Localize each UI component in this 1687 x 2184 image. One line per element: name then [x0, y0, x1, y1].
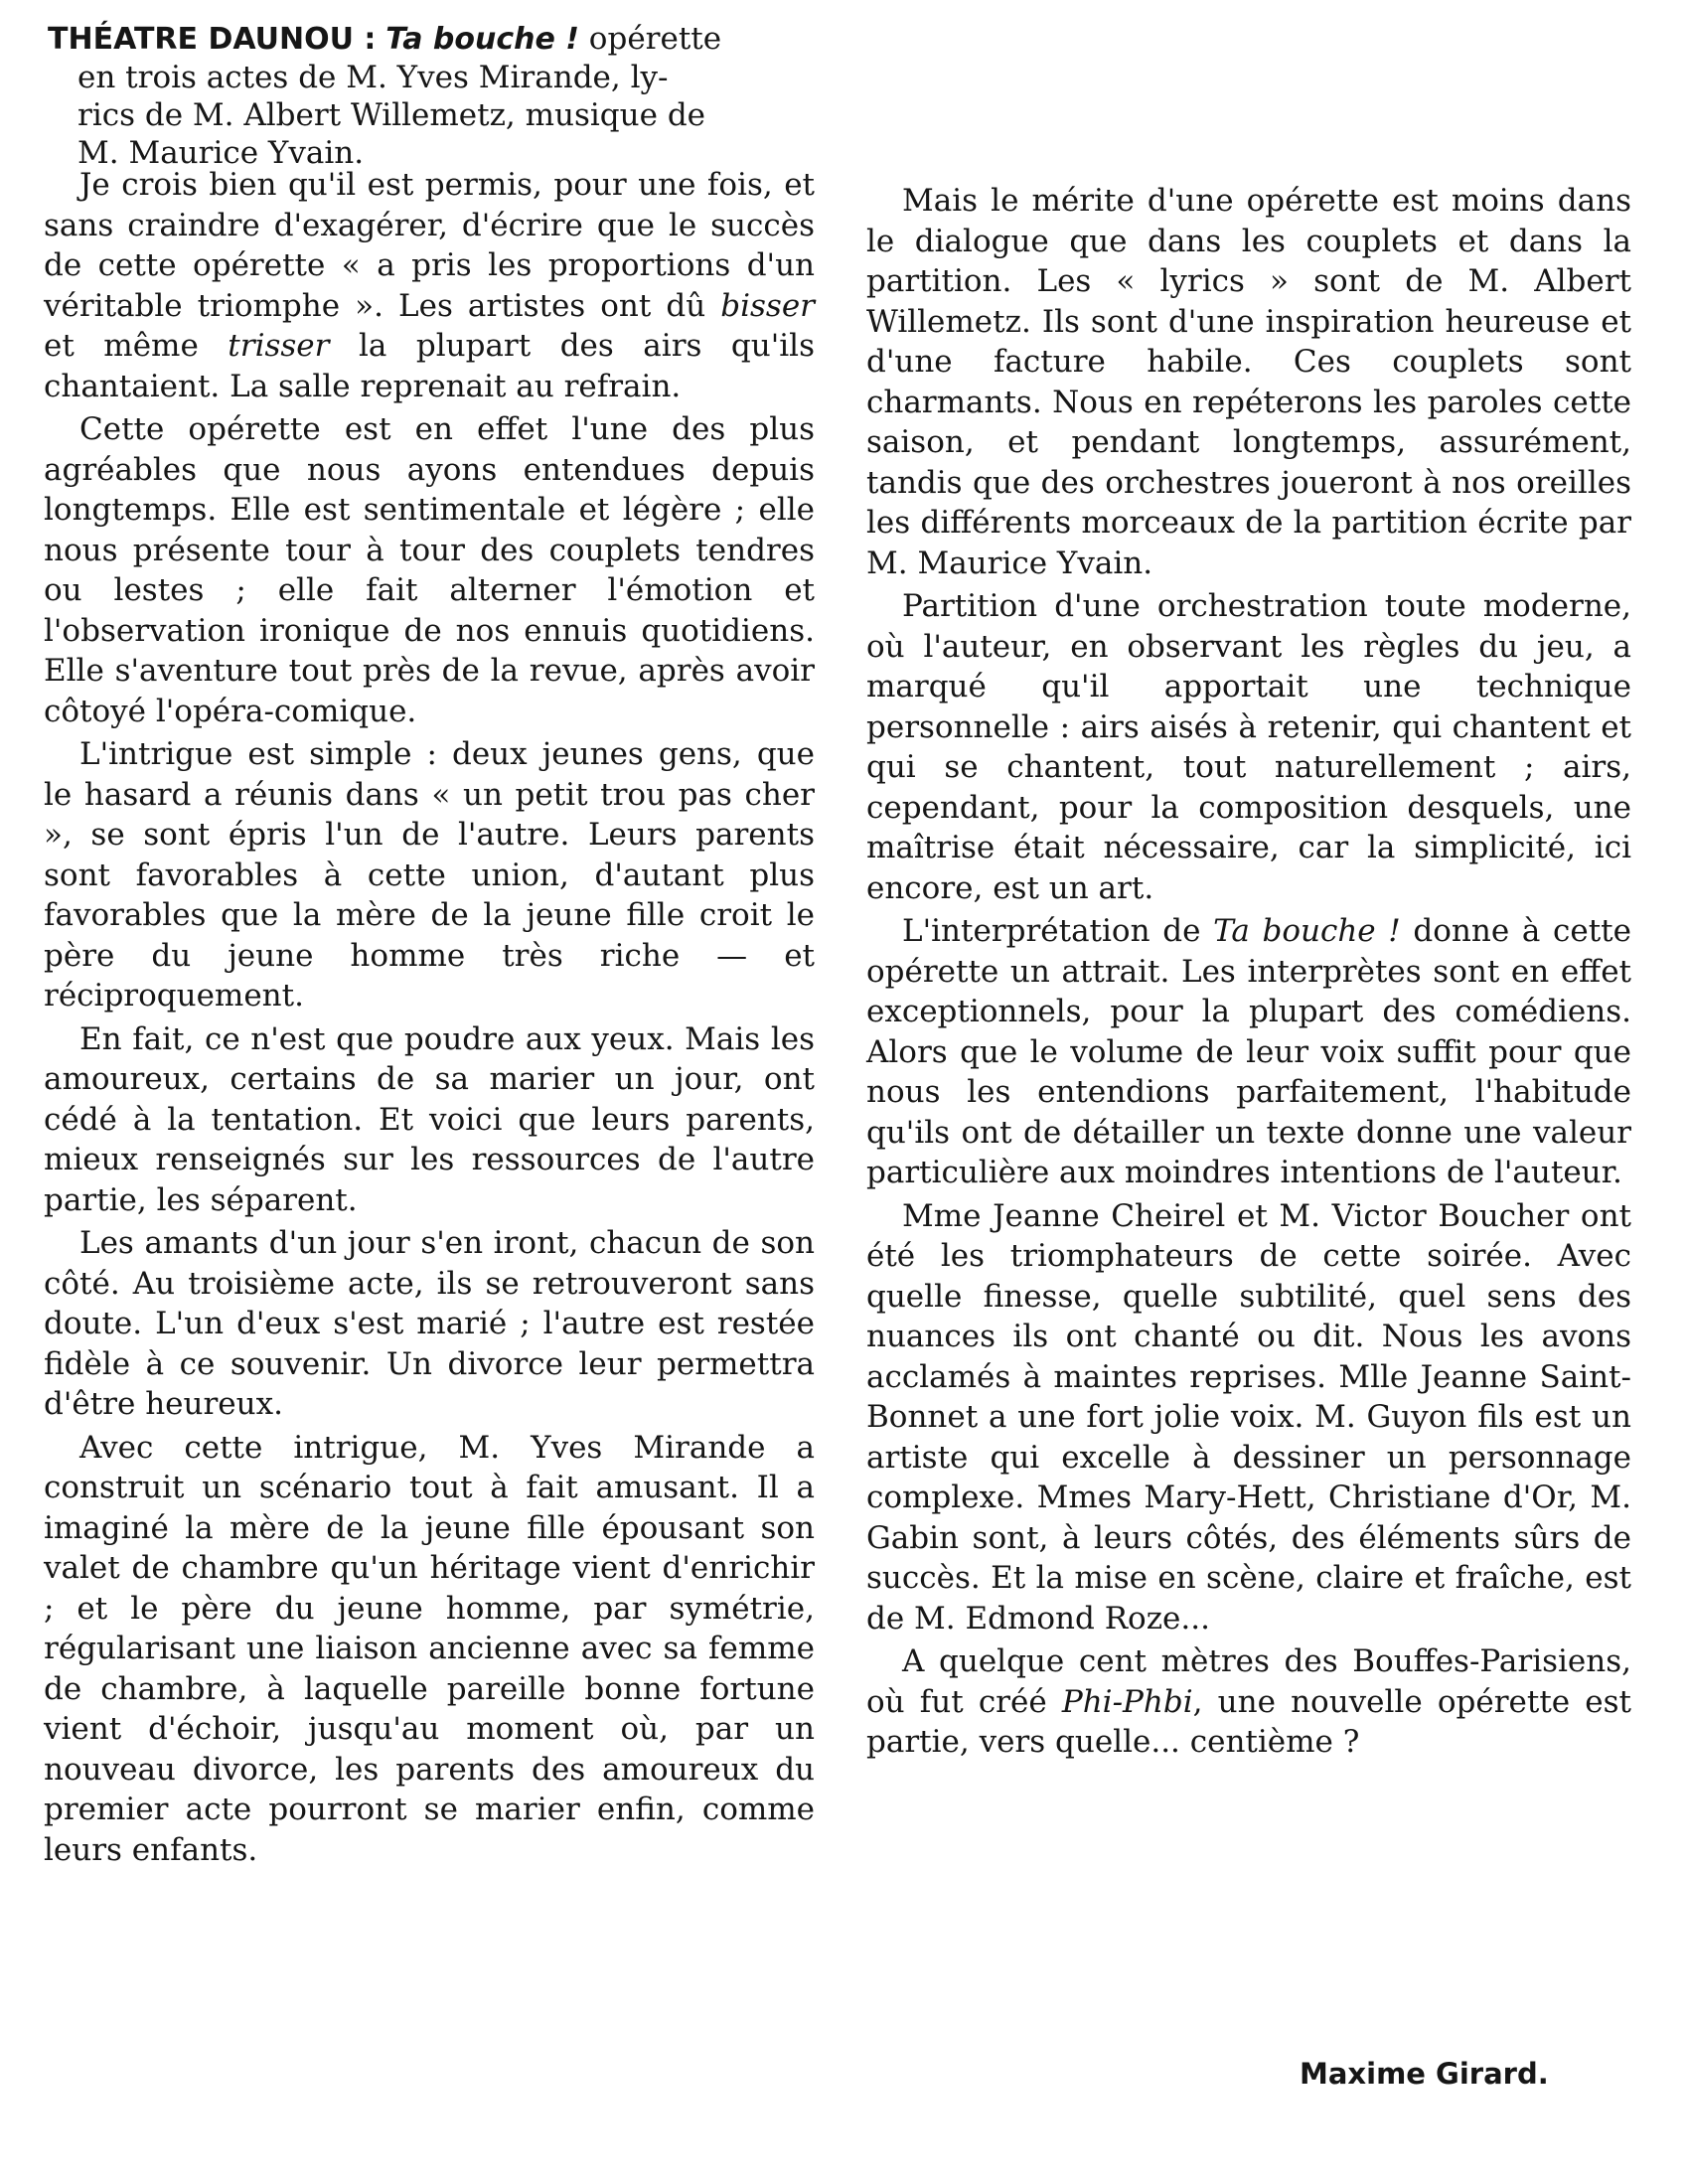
left-paragraph-6: Avec cette intrigue, M. Yves Mirande a construit un scénario tout à fait amusant. Il a imaginé la mère de la jeune fille épousant son valet de chambre qu'un héritage vient d'enrichir ; et le père du jeune homme, par symétrie, régularisant une liaison ancienne avec sa femme de chambre, à laquelle pareille bonne fortune vient d'échoir, jusqu'au moment où, par un nouveau divorce, les parents des amoureux du premier acte pourront se marier enfin, comme leurs enfants. — [44, 1429, 815, 1868]
header-line-1-rest: opérette — [578, 21, 722, 57]
right-paragraph-5: A quelque cent mètres des Bouffes-Parisiens, où fut créé Phi-Phbi, une nouvelle opérette est partie, vers quelle... centième ? — [866, 1643, 1631, 1760]
right-paragraph-1: Mais le mérite d'une opérette est moins dans le dialogue que dans les couplets et dans la partition. Les « lyrics » sont de M. Albert Willemetz. Ils sont d'une inspiration heureuse et d'une facture habile. Ces couplets sont charmants. Nous en repéterons les paroles cette saison, et pendant longtemps, assurément, tandis que des orchestres joueront à nos oreilles les différents morceaux de la partition écrite par M. Maurice Yvain. — [866, 183, 1631, 581]
right-paragraph-4: Mme Jeanne Cheirel et M. Victor Boucher ont été les triomphateurs de cette soirée. Avec quelle finesse, quelle subtilité, quel sens des nuances ils ont chanté ou dit. Nous les avons acclamés à maintes reprises. Mlle Jeanne Saint-Bonnet a une fort jolie voix. M. Guyon fils est un artiste qui excelle à dessiner un personnage complexe. Mmes Mary-Hett, Christiane d'Or, M. Gabin sont, à leurs côtés, des éléments sûrs de succès. Et la mise en scène, claire et fraîche, est de M. Edmond Roze... — [866, 1197, 1631, 1637]
left-paragraph-2: Cette opérette est en effet l'une des plus agréables que nous ayons entendues depuis longtemps. Elle est sentimentale et légère ; elle nous présente tour à tour des couplets tendres ou lestes ; elle fait alterner l'émotion et l'observation ironique de nos ennuis quotidiens. Elle s'aventure tout près de la revue, après avoir côtoyé l'opéra-comique. — [44, 411, 815, 729]
left-paragraph-4: En fait, ce n'est que poudre aux yeux. Mais les amoureux, certains de sa marier un jour, ont cédé à la tentation. Et voici que leurs parents, mieux renseignés sur les ressources de l'autre partie, les séparent. — [44, 1020, 815, 1218]
header-line-2: en trois actes de M. Yves Mirande, ly- — [77, 60, 669, 95]
left-column — [44, 165, 815, 1870]
author-signature: Maxime Girard. — [1300, 2057, 1549, 2091]
header-line-3: rics de M. Albert Willemetz, musique de — [77, 97, 706, 133]
header-line-4: M. Maurice Yvain. — [77, 135, 365, 171]
left-paragraph-3: L'intrigue est simple : deux jeunes gens, que le hasard a réunis dans « un petit trou pas cher », se sont épris l'un de l'autre. Leurs parents sont favorables à cette union, d'autant plus favorables que la mère de la jeune fille croit le père du jeune homme très riche — et réciproquement. — [44, 736, 815, 1014]
article-header — [48, 20, 813, 172]
left-paragraph-5: Les amants d'un jour s'en iront, chacun de son côté. Au troisième acte, ils se retrouveront sans doute. L'un d'eux s'est marié ; l'autre est restée fidèle à ce souvenir. Un divorce leur permettra d'être heureux. — [44, 1225, 815, 1422]
right-paragraph-3: L'interprétation de Ta bouche ! donne à cette opérette un attrait. Les interprètes sont en effet exceptionnels, pour la plupart des comédiens. Alors que le volume de leur voix suffit pour que nous les entendions parfaitement, l'habitude qu'ils ont de détailler un texte donne une valeur particulière aux moindres intentions de l'auteur. — [866, 913, 1631, 1190]
right-paragraph-2: Partition d'une orchestration toute moderne, où l'auteur, en observant les règles du jeu, a marqué qu'il apportait une technique personnelle : airs aisés à retenir, qui chantent et qui se chantent, tout naturellement ; airs, cependant, pour la composition desquels, une maîtrise était nécessaire, car la simplicité, ici encore, est un art. — [866, 588, 1631, 906]
venue-name: THÉATRE DAUNOU : — [48, 22, 377, 57]
left-paragraph-1: Je crois bien qu'il est permis, pour une fois, et sans craindre d'exagérer, d'écrire que le succès de cette opérette « a pris les proportions d'un véritable triomphe ». Les artistes ont dû bisser et même trisser la plupart des airs qu'ils chantaient. La salle reprenait au refrain. — [44, 167, 815, 404]
right-column — [866, 181, 1631, 1763]
show-title: Ta bouche ! — [385, 22, 579, 57]
